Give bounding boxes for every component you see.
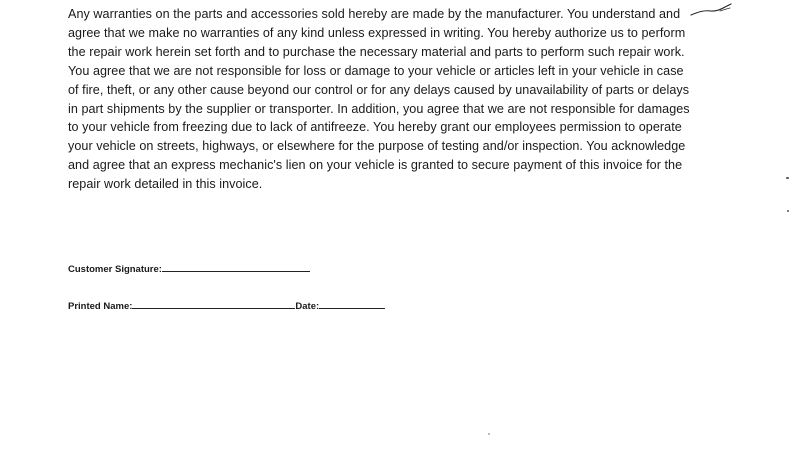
terms-line: You agree that we are not responsible for loss or damage to your vehicle or articles left in your vehicle in case bbox=[68, 63, 684, 78]
terms-line: in part shipments by the supplier or transporter. In addition, you agree that we are not responsible for damages bbox=[68, 101, 690, 116]
warranty-terms-paragraph bbox=[68, 5, 728, 194]
terms-line: to your vehicle from freezing due to lack of antifreeze. You hereby grant our employees permission to operate bbox=[68, 120, 682, 135]
terms-line: Any warranties on the parts and accessories sold hereby are made by the manufacturer. You understand and bbox=[68, 7, 681, 21]
scan-speck bbox=[488, 433, 490, 435]
date-line bbox=[319, 299, 385, 309]
terms-line: of fire, theft, or any other cause beyond our control or for any delays caused by unavailability of parts or delays bbox=[68, 82, 690, 97]
pen-strikethrough-mark bbox=[690, 2, 732, 24]
terms-line: and agree that an express mechanic's lien on your vehicle is granted to secure payment of this invoice for the bbox=[68, 158, 683, 173]
customer-signature-field bbox=[68, 262, 310, 275]
customer-signature-label: Customer Signature: bbox=[68, 264, 162, 275]
scan-speck bbox=[786, 177, 789, 179]
terms-line: the repair work herein set forth and to purchase the necessary material and parts to perform such repair work. bbox=[68, 44, 685, 59]
printed-name-label: Printed Name: bbox=[68, 301, 133, 312]
terms-line: your vehicle on streets, highways, or elsewhere for the purpose of testing and/or inspection. You acknowledge bbox=[68, 139, 686, 154]
date-label: Date: bbox=[295, 301, 320, 312]
printed-name-date-row bbox=[68, 299, 385, 312]
scan-speck bbox=[787, 210, 789, 212]
customer-signature-line bbox=[162, 262, 310, 272]
terms-line: agree that we make no warranties of any kind unless expressed in writing. You hereby authorize us to perform bbox=[68, 25, 686, 40]
terms-line: repair work detailed in this invoice. bbox=[68, 177, 263, 192]
printed-name-line bbox=[132, 299, 295, 309]
